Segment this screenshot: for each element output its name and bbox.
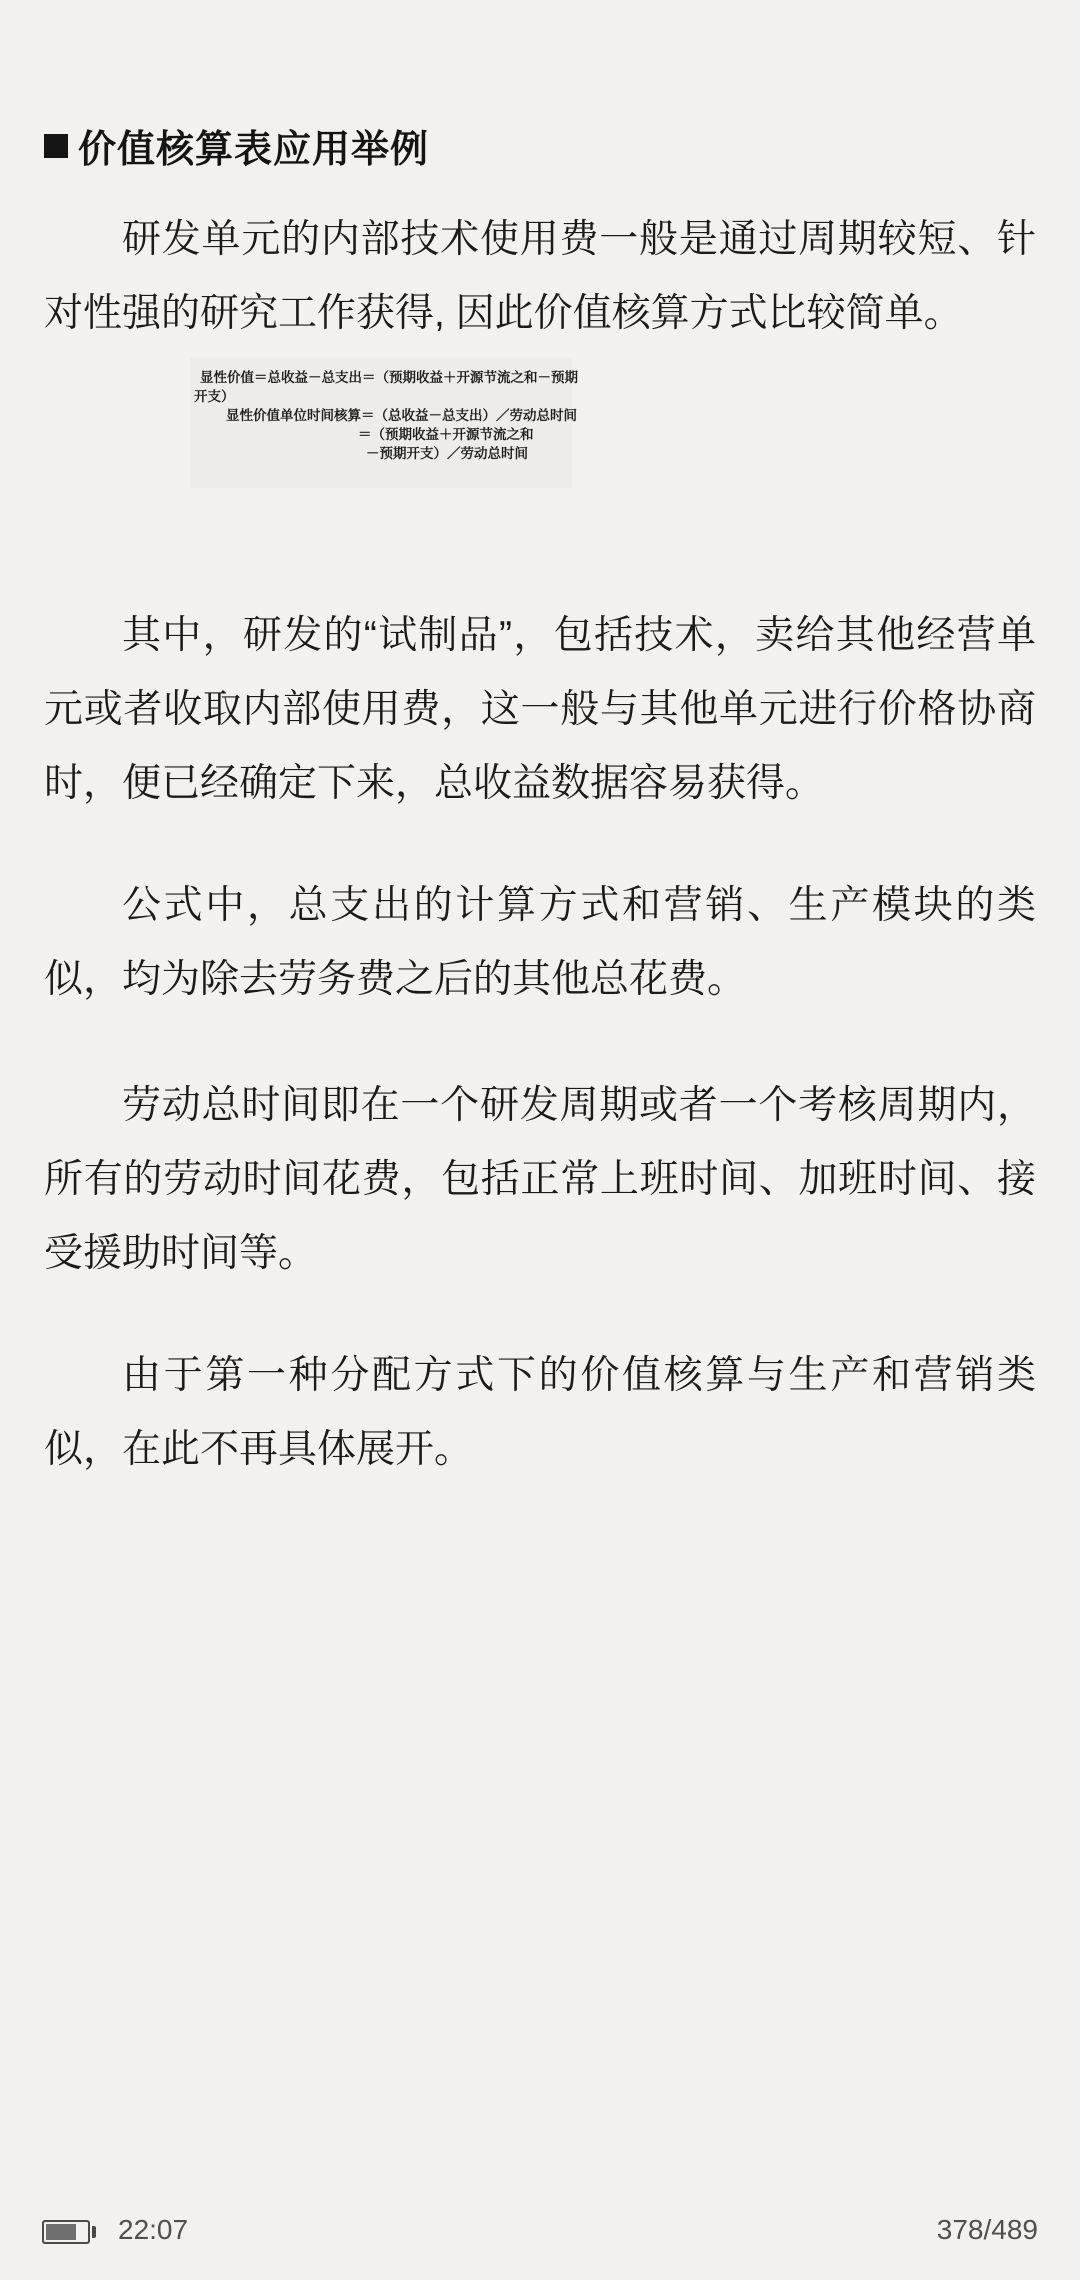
page-indicator: 378/489 xyxy=(936,2214,1038,2245)
formula-figure xyxy=(190,358,578,488)
battery-icon xyxy=(42,2220,90,2244)
formula-line-2: 开支） xyxy=(194,389,235,404)
paragraph-5: 由于第一种分配方式下的价值核算与生产和营销类似，在此不再具体展开。 xyxy=(44,1354,1036,1471)
formula-line-1: 显性价值＝总收益－总支出＝（预期收益＋开源节流之和－预期 xyxy=(200,370,578,385)
reader-status-bar xyxy=(0,2184,1080,2280)
paragraph-4: 劳动总时间即在一个研发周期或者一个考核周期内，所有的劳动时间花费，包括正常上班时间、加班时间、接受援助时间等。 xyxy=(44,1084,1036,1275)
page-title-text: 价值核算表应用举例 xyxy=(78,129,430,171)
paragraph-1: 研发单元的内部技术使用费一般是通过周期较短、针对性强的研究工作获得, 因此价值核算方式比较简单。 xyxy=(44,218,1036,335)
paragraph-2: 其中，研发的“试制品”，包括技术，卖给其他经营单元或者收取内部使用费，这一般与其他单元进行价格协商时，便已经确定下来，总收益数据容易获得。 xyxy=(44,614,1036,805)
formula-line-5: －预期开支）／劳动总时间 xyxy=(366,446,528,461)
battery-level-fill xyxy=(46,2224,76,2240)
paragraph-3: 公式中，总支出的计算方式和营销、生产模块的类似，均为除去劳务费之后的其他总花费。 xyxy=(44,884,1036,1001)
formula-line-4: ＝（预期收益＋开源节流之和 xyxy=(358,427,534,442)
formula-line-3: 显性价值单位时间核算＝（总收益－总支出）／劳动总时间 xyxy=(226,408,577,423)
battery-cap-icon xyxy=(92,2226,96,2238)
square-bullet-icon xyxy=(44,134,68,158)
page-title xyxy=(44,118,429,173)
clock-label: 22:07 xyxy=(118,2214,189,2245)
